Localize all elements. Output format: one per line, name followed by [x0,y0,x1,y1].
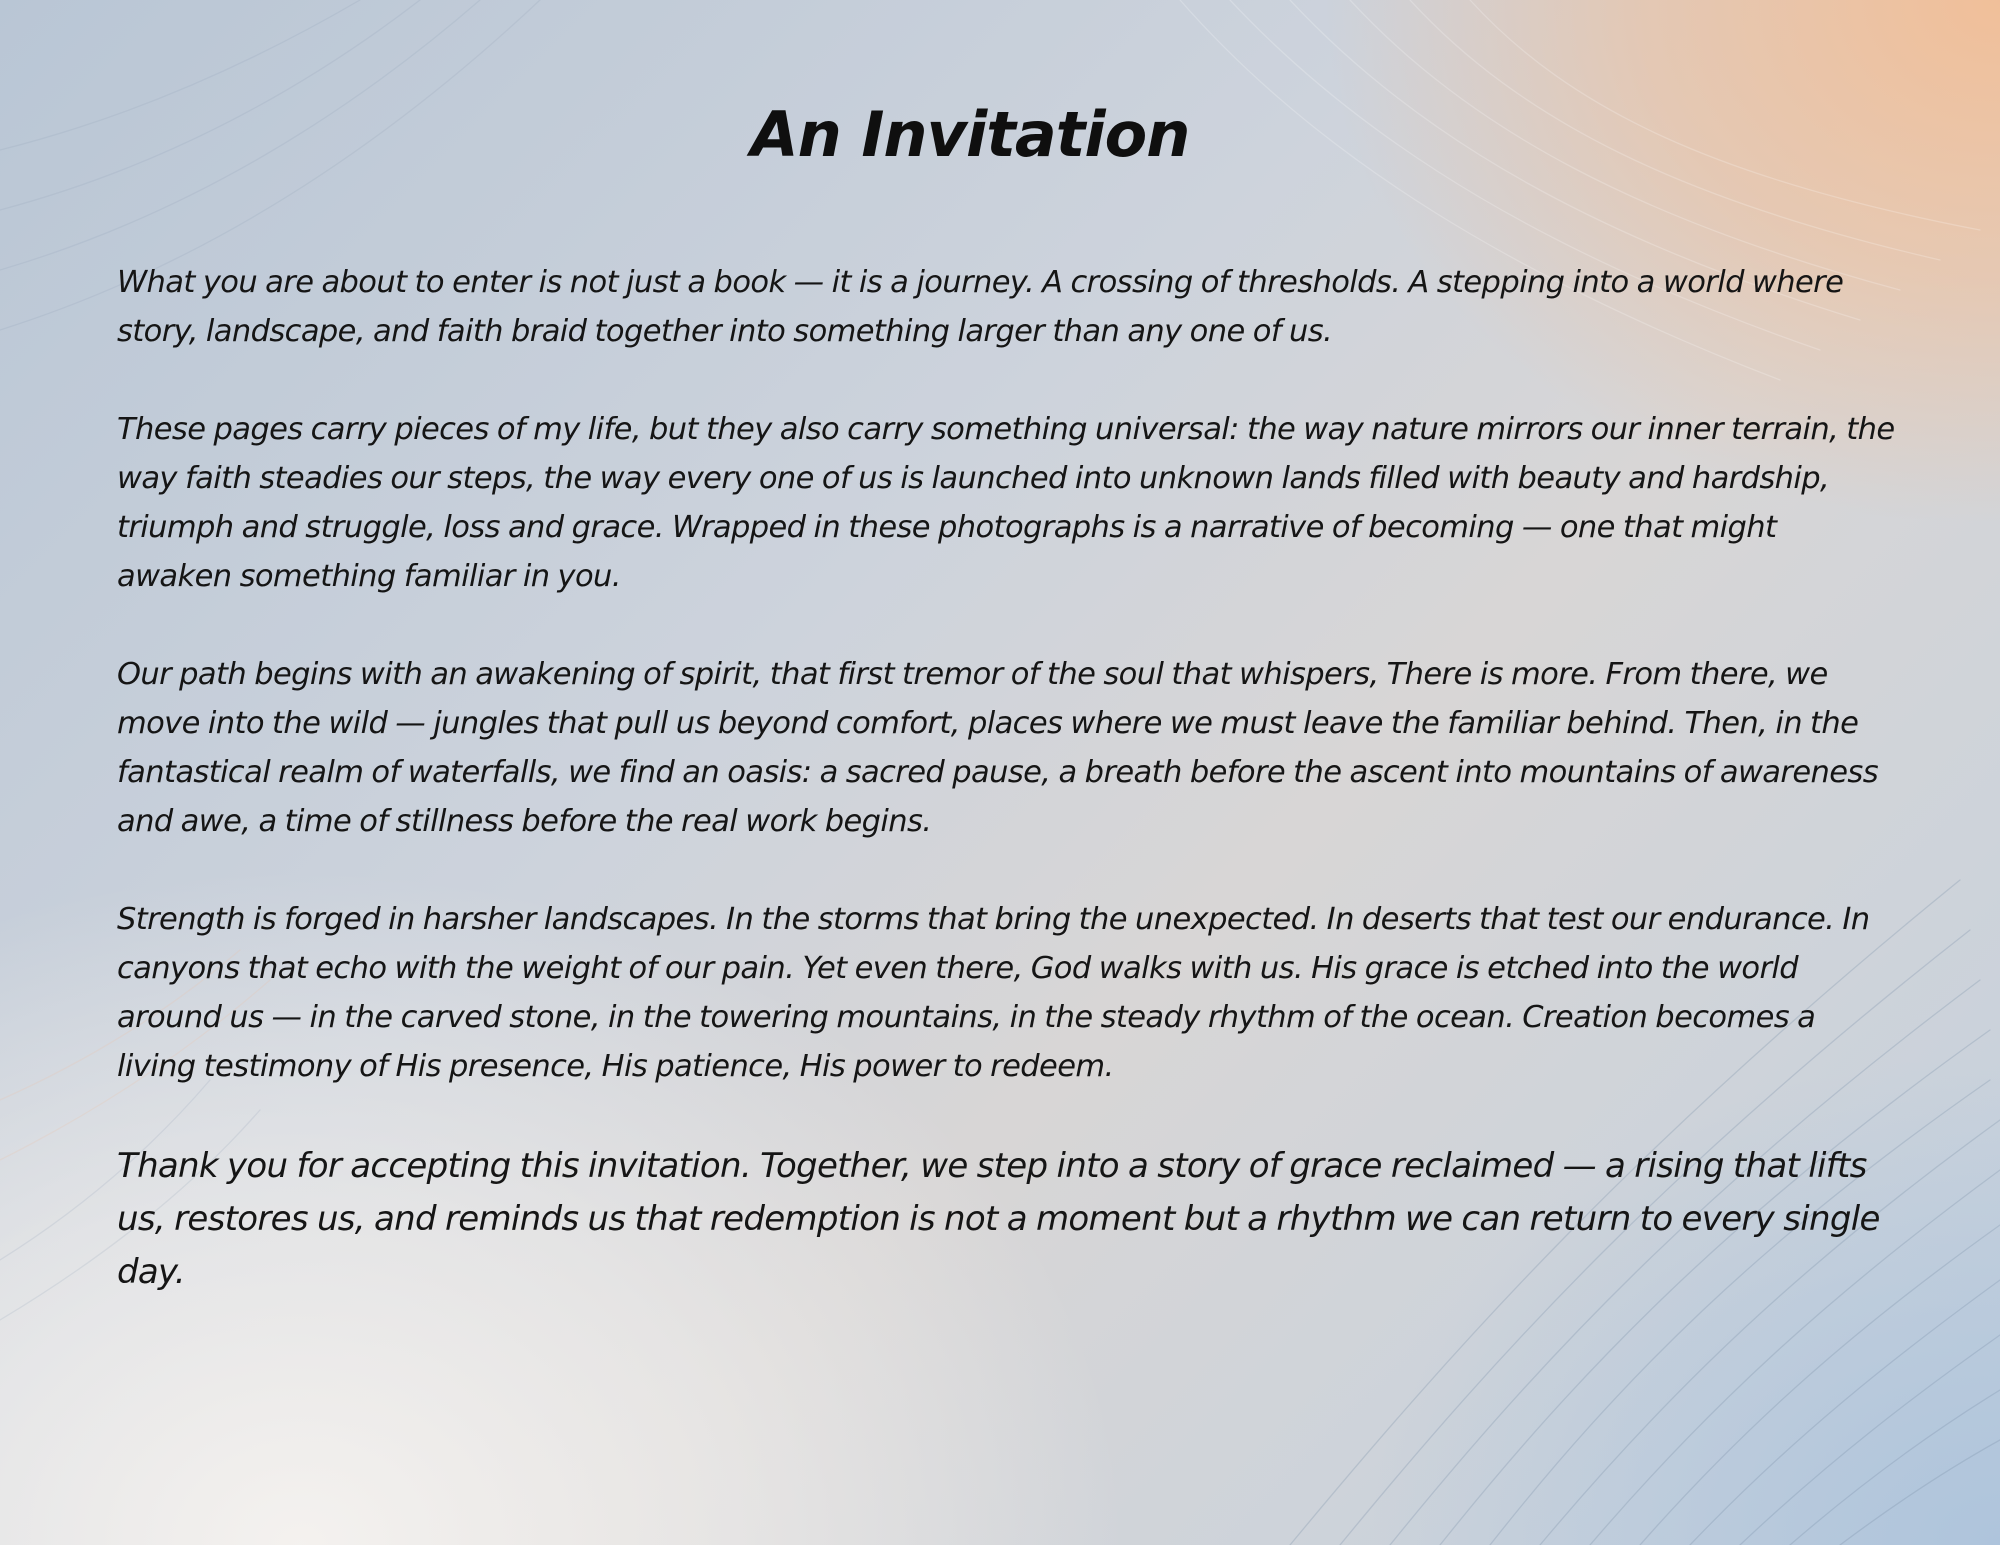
paragraph-2: These pages carry pieces of my life, but they also carry something universal: the way nature mirrors our inner terrain, the way faith steadies our steps, the way every one of us is launched into unknown lands filled with beauty and hardship, triumph and struggle, loss and grace. Wrapped in these photographs is a narrative of becoming — one that might awaken something familiar in you. [117,412,1895,594]
page-title: An Invitation [750,98,1190,171]
paragraph-4: Strength is forged in harsher landscapes. In the storms that bring the unexpected. In deserts that test our endurance. In canyons that echo with the weight of our pain. Yet even there, God walks with us. His grace is etched into the world around us — in the carved stone, in the towering mountains, in the steady rhythm of the ocean. Creation becomes a living testimony of His presence, His patience, His power to redeem. [117,902,1870,1084]
paragraph-5: Thank you for accepting this invitation. Together, we step into a story of grace reclaimed — a rising that lifts us, restores us, and reminds us that redemption is not a moment but a rhythm we can return to every single day. [117,1146,1880,1292]
paragraph-3: Our path begins with an awakening of spirit, that first tremor of the soul that whispers, There is more. From there, we move into the wild — jungles that pull us beyond comfort, places where we must leave the familiar behind. Then, in the fantastical realm of waterfalls, we find an oasis: a sacred pause, a breath before the ascent into mountains of awareness and awe, a time of stillness before the real work begins. [117,657,1878,839]
body-text [117,258,1897,1348]
paragraph-1: What you are about to enter is not just a book — it is a journey. A crossing of thresholds. A stepping into a world where story, landscape, and faith braid together into something larger than any one of us. [117,265,1844,349]
